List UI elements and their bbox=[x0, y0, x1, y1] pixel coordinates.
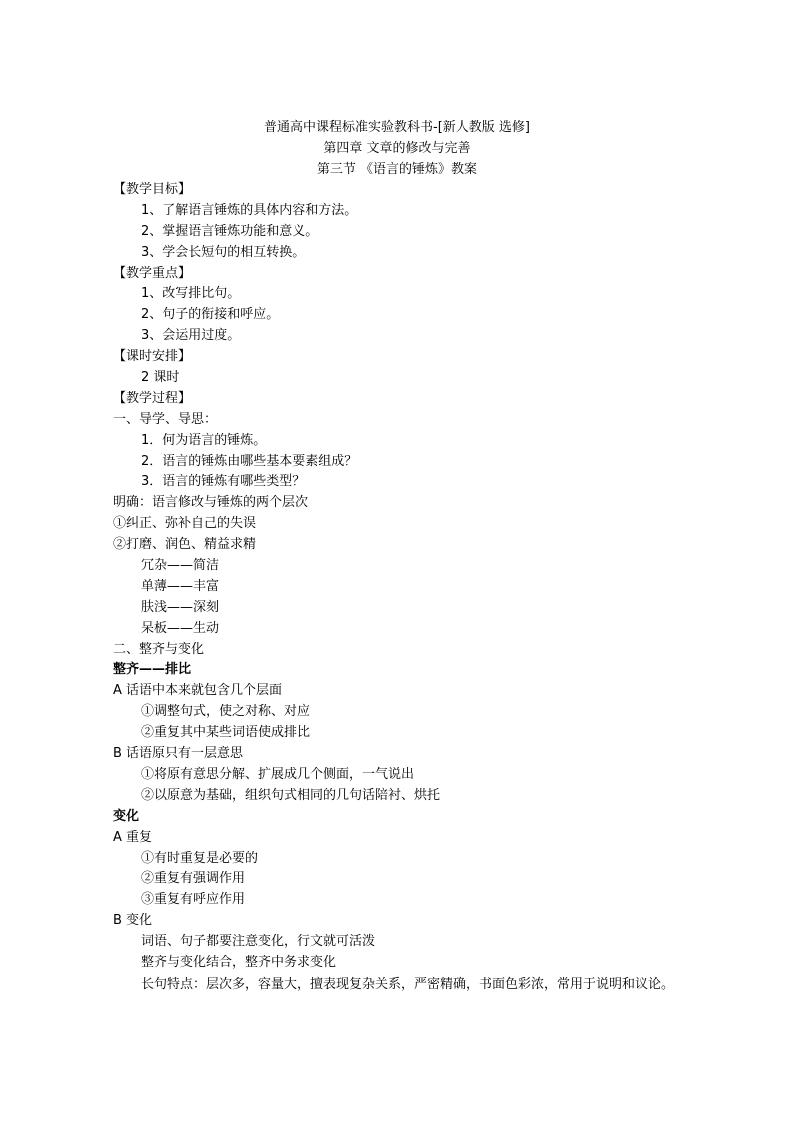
sub-item: ①将原有意思分解、扩展成几个侧面，一气说出 bbox=[141, 766, 415, 782]
variation-text: 整齐与变化结合，整齐中务求变化 bbox=[141, 954, 337, 970]
section-two-heading: 二、整齐与变化 bbox=[113, 641, 205, 657]
document-header bbox=[0, 117, 794, 180]
goal-item: 2、掌握语言锤炼功能和意义。 bbox=[141, 223, 319, 239]
question-item: 2．语言的锤炼由哪些基本要素组成？ bbox=[141, 453, 358, 469]
question-item: 1．何为语言的锤炼。 bbox=[141, 432, 267, 448]
pair-item: 呆板——生动 bbox=[141, 620, 220, 636]
heading-teaching-goals: 【教学目标】 bbox=[113, 182, 192, 197]
focus-item: 3、会运用过度。 bbox=[141, 328, 241, 344]
variation-text: 词语、句子都要注意变化，行文就可活泼 bbox=[141, 934, 376, 950]
section-one-heading: 一、导学、导思： bbox=[113, 411, 218, 427]
schedule-value: 2 课时 bbox=[141, 370, 180, 386]
point-b: B 话语原只有一层意思 bbox=[113, 746, 244, 762]
sub-item: ①调整句式，使之对称、对应 bbox=[141, 704, 311, 720]
question-item: 3．语言的锤炼有哪些类型？ bbox=[141, 474, 306, 490]
point-a: A 话语中本来就包含几个层面 bbox=[113, 683, 283, 699]
long-sentence-paragraph: 长句特点：层次多，容量大，擅表现复杂关系，严密精确，书面色彩浓，常用于说明和议论。 bbox=[141, 976, 675, 992]
subheading-parallelism: 整齐——排比 bbox=[113, 662, 192, 678]
chapter-title: 第四章 文章的修改与完善 bbox=[323, 141, 471, 156]
focus-item: 2、句子的衔接和呼应。 bbox=[141, 307, 280, 323]
sub-item: ②重复有强调作用 bbox=[141, 871, 246, 887]
focus-item: 1、改写排比句。 bbox=[141, 286, 241, 302]
goal-item: 3、学会长短句的相互转换。 bbox=[141, 244, 306, 260]
goal-item: 1、了解语言锤炼的具体内容和方法。 bbox=[141, 202, 358, 218]
point-b-variation: B 变化 bbox=[113, 913, 153, 929]
document-body bbox=[113, 180, 693, 996]
section-title: 第三节 《语言的锤炼》教案 bbox=[316, 162, 478, 177]
sub-item: ①有时重复是必要的 bbox=[141, 850, 259, 866]
heading-schedule: 【课时安排】 bbox=[113, 349, 192, 365]
point-a-repeat: A 重复 bbox=[113, 829, 153, 845]
pair-item: 肤浅——深刻 bbox=[141, 599, 220, 615]
book-title: 普通高中课程标准实验教科书-[新人教版 选修] bbox=[264, 120, 530, 135]
pair-item: 单薄——丰富 bbox=[141, 578, 220, 594]
heading-teaching-process: 【教学过程】 bbox=[113, 390, 192, 406]
subheading-variation: 变化 bbox=[113, 808, 140, 824]
sub-item: ②以原意为基础，组织句式相同的几句话陪衬、烘托 bbox=[141, 787, 441, 803]
level-item: ②打磨、润色、精益求精 bbox=[113, 537, 257, 553]
sub-item: ②重复其中某些词语使成排比 bbox=[141, 725, 311, 741]
sub-item: ③重复有呼应作用 bbox=[141, 892, 246, 908]
pair-item: 冗杂——简洁 bbox=[141, 558, 220, 574]
heading-teaching-focus: 【教学重点】 bbox=[113, 265, 192, 281]
level-item: ①纠正、弥补自己的失误 bbox=[113, 516, 257, 532]
clarification-line: 明确：语言修改与锤炼的两个层次 bbox=[113, 495, 309, 511]
